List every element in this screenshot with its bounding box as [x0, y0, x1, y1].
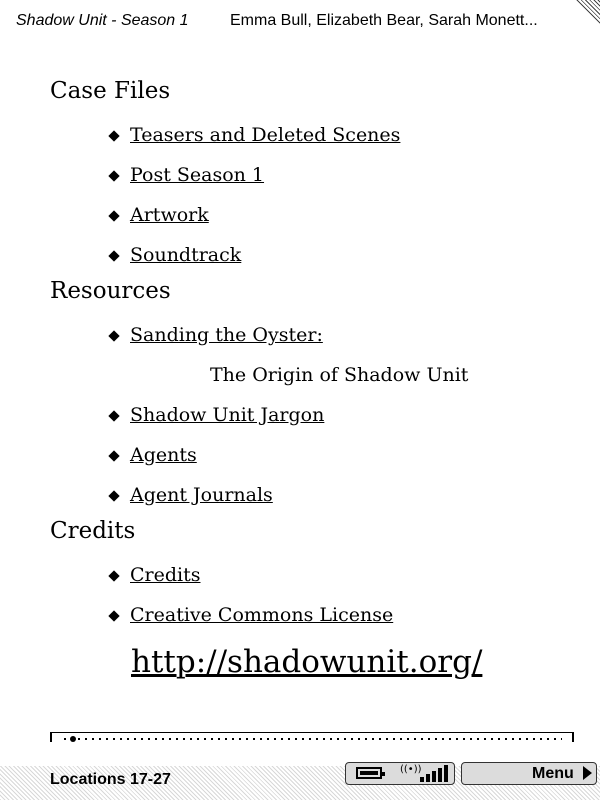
- locations-indicator: Locations 17-27: [50, 771, 171, 788]
- page-corner-icon[interactable]: [574, 0, 600, 26]
- bullet-icon: [108, 330, 119, 341]
- book-title: Shadow Unit - Season 1: [16, 12, 189, 29]
- reading-progress-bar[interactable]: [50, 730, 574, 742]
- battery-icon: [356, 767, 382, 779]
- heading-resources: Resources: [50, 278, 171, 304]
- status-bar: [0, 766, 600, 800]
- link-shadow-unit-jargon[interactable]: Shadow Unit Jargon: [130, 404, 325, 426]
- bullet-icon: [108, 490, 119, 501]
- menu-button[interactable]: [461, 762, 597, 785]
- heading-case-files: Case Files: [50, 78, 171, 104]
- subtitle-origin: The Origin of Shadow Unit: [210, 364, 469, 386]
- bullet-icon: [108, 250, 119, 261]
- progress-position-marker: [70, 736, 76, 742]
- progress-end-cap: [572, 732, 574, 742]
- arrow-right-icon: [583, 766, 592, 780]
- link-agents[interactable]: Agents: [130, 444, 197, 466]
- device-status-indicator: [345, 762, 455, 785]
- link-post-season-1[interactable]: Post Season 1: [130, 164, 265, 186]
- link-teasers-deleted-scenes[interactable]: Teasers and Deleted Scenes: [130, 124, 401, 146]
- link-sanding-the-oyster[interactable]: Sanding the Oyster:: [130, 324, 323, 346]
- bullet-icon: [108, 450, 119, 461]
- progress-dots: [64, 738, 562, 740]
- bullet-icon: [108, 130, 119, 141]
- bullet-icon: [108, 570, 119, 581]
- heading-credits: Credits: [50, 518, 136, 544]
- bullet-icon: [108, 410, 119, 421]
- bullet-icon: [108, 610, 119, 621]
- link-soundtrack[interactable]: Soundtrack: [130, 244, 242, 266]
- progress-start-cap: [50, 732, 52, 742]
- progress-baseline: [50, 732, 574, 733]
- signal-icon: ((•)): [400, 765, 446, 782]
- book-authors: Emma Bull, Elizabeth Bear, Sarah Monett...: [230, 12, 538, 29]
- link-credits[interactable]: Credits: [130, 564, 201, 586]
- link-artwork[interactable]: Artwork: [130, 204, 209, 226]
- bullet-icon: [108, 210, 119, 221]
- bullet-icon: [108, 170, 119, 181]
- link-creative-commons-license[interactable]: Creative Commons License: [130, 604, 394, 626]
- menu-label: Menu: [532, 765, 574, 782]
- link-agent-journals[interactable]: Agent Journals: [130, 484, 273, 506]
- header-bar: [0, 0, 600, 40]
- website-link[interactable]: http://shadowunit.org/: [131, 644, 483, 680]
